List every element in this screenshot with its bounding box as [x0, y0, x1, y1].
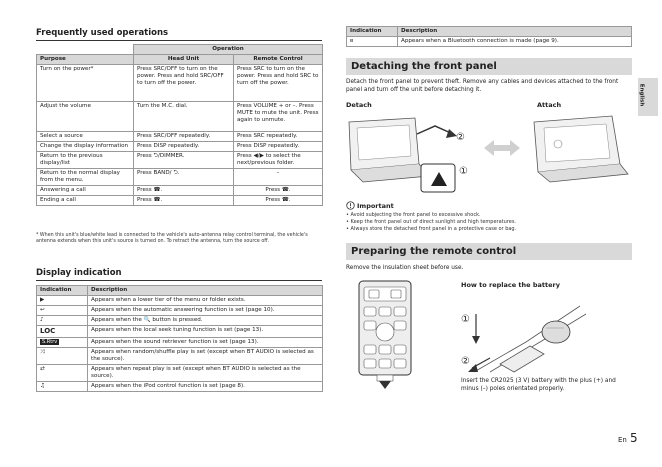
- remote-text: Remove the insulation sheet before use.: [346, 265, 464, 271]
- important-item: • Always store the detached front panel in a protective case or bag.: [346, 225, 517, 232]
- important-list: [346, 212, 631, 232]
- cell-desc: Appears when the automatic answering function is set (page 10).: [88, 305, 323, 315]
- cell-purpose: Adjust the volume: [37, 101, 134, 131]
- cell-head: Press BAND/ ⮌.: [134, 168, 234, 185]
- step-1-marker: ①: [459, 166, 468, 177]
- table-row: [37, 305, 323, 315]
- battery-step-1-marker: ①: [461, 314, 470, 325]
- cell-head: Press ☎.: [134, 195, 234, 205]
- battery-replacement-illustration: [460, 294, 594, 376]
- cell-remote: Press SRC to turn on the power. Press and hold SRC to turn off the power.: [234, 64, 323, 101]
- cell-desc: Appears when a lower tier of the menu or folder exists.: [88, 295, 323, 305]
- cell-desc: Appears when the local seek tuning function is set (page 13).: [88, 325, 323, 337]
- important-item: • Avoid subjecting the front panel to excessive shock.: [346, 212, 481, 218]
- page-number: 5: [630, 431, 638, 445]
- bluetooth-icon: ʙ: [347, 36, 398, 46]
- table-row: [37, 347, 323, 364]
- display-indication-table: [36, 285, 323, 392]
- indication-icon: ♪: [37, 315, 88, 325]
- step-2-marker: ②: [456, 132, 465, 143]
- table-row: [347, 36, 632, 46]
- attach-label: Attach: [537, 101, 562, 109]
- table-row: [37, 364, 323, 381]
- table-row: [37, 185, 323, 195]
- indication-icon: ⤨: [37, 347, 88, 364]
- language-tab: [638, 78, 658, 116]
- cell-desc: Appears when random/shuffle play is set (except when BT AUDIO is selected as the source).: [88, 347, 323, 364]
- operations-table: [36, 44, 323, 206]
- col-head-unit: Head Unit: [134, 54, 234, 64]
- footnote: * When this unit's blue/white lead is connected to the vehicle's auto-antenna relay control terminal, the vehicle's antenna extends when this unit's source is turned on. To retract the antenna, turn the source off.: [36, 233, 308, 245]
- table-row: [37, 151, 323, 168]
- cell-desc: Appears when the sound retriever function is set (page 13).: [88, 337, 323, 347]
- battery-text: Insert the CR2025 (3 V) battery with the plus (+) and minus (–) poles orientated properly.: [461, 378, 616, 393]
- cell-head: Press ⮌/DIMMER.: [134, 151, 234, 168]
- table-row: [37, 195, 323, 205]
- detach-label: Detach: [346, 101, 372, 109]
- cell-remote: Press DISP repeatedly.: [234, 141, 323, 151]
- table-row: [37, 141, 323, 151]
- detach-illustration: [345, 112, 477, 194]
- cell-desc: Appears when repeat play is set (except when BT AUDIO is selected as the source).: [88, 364, 323, 381]
- table-row: [37, 101, 323, 131]
- operation-group-header: Operation: [134, 45, 323, 55]
- cell-purpose: Return to the previous display/list: [37, 151, 134, 168]
- cell-remote: Press VOLUME + or –. Press MUTE to mute the unit. Press again to unmute.: [234, 101, 323, 131]
- bt-indication-table: [346, 26, 632, 47]
- footer-lang: En: [618, 436, 627, 444]
- cell-desc: Appears when the 🔍 button is pressed.: [88, 315, 323, 325]
- cell-head: Press SRC/OFF repeatedly.: [134, 131, 234, 141]
- cell-purpose: Change the display information: [37, 141, 134, 151]
- important-icon: [346, 201, 355, 210]
- cell-remote: Press ◀/▶ to select the next/previous folder.: [234, 151, 323, 168]
- indication-icon: ↩: [37, 305, 88, 315]
- cell-head: Turn the M.C. dial.: [134, 101, 234, 131]
- indication-icon: [37, 337, 88, 347]
- indication-icon: ♫: [37, 381, 88, 391]
- cell-head: Press ☎.: [134, 185, 234, 195]
- battery-step-2-marker: ②: [461, 356, 470, 367]
- table-row: [37, 337, 323, 347]
- cell-remote: Press SRC repeatedly.: [234, 131, 323, 141]
- cell-purpose: Answering a call: [37, 185, 134, 195]
- table-row: [37, 315, 323, 325]
- freq-title: Frequently used operations: [36, 28, 322, 41]
- important-item: • Keep the front panel out of direct sunlight and high temperatures.: [346, 218, 517, 225]
- cell-purpose: Turn on the power*: [37, 64, 134, 101]
- swap-arrow-icon: [484, 138, 520, 158]
- detach-section-title: Detaching the front panel: [346, 58, 632, 75]
- cell-head: Press DISP repeatedly.: [134, 141, 234, 151]
- cell-purpose: Return to the normal display from the menu.: [37, 168, 134, 185]
- important-title: Important: [357, 202, 394, 210]
- cell-head: Press SRC/OFF to turn on the power. Press and hold SRC/OFF to turn off the power.: [134, 64, 234, 101]
- cell-purpose: Select a source: [37, 131, 134, 141]
- col-description: Description: [88, 286, 323, 296]
- indication-icon: ▶: [37, 295, 88, 305]
- col-remote: Remote Control: [234, 54, 323, 64]
- table-row: [37, 64, 323, 101]
- table-row: [37, 131, 323, 141]
- col-indication: Indication: [37, 286, 88, 296]
- col-indication: Indication: [347, 27, 398, 37]
- cell-desc: Appears when the iPod control function is set (page 8).: [88, 381, 323, 391]
- detach-text: Detach the front panel to prevent theft. Remove any cables and devices attached to the front panel and turn off the unit before detaching it.: [346, 79, 619, 94]
- table-row: [37, 325, 323, 337]
- display-indication-title: Display indication: [36, 268, 322, 281]
- battery-title: How to replace the battery: [461, 281, 560, 289]
- remote-section-title: Preparing the remote control: [346, 243, 632, 260]
- cell-remote: Press ☎.: [234, 195, 323, 205]
- srtrv-badge: S.Rtrv: [42, 338, 58, 345]
- remote-control-illustration: [355, 277, 417, 391]
- cell-purpose: Ending a call: [37, 195, 134, 205]
- table-row: [37, 381, 323, 391]
- cell-remote: –: [234, 168, 323, 185]
- indication-icon: LOC: [37, 325, 88, 337]
- table-row: [37, 295, 323, 305]
- col-purpose: Purpose: [37, 54, 134, 64]
- cell-remote: Press ☎.: [234, 185, 323, 195]
- indication-icon: ⇄: [37, 364, 88, 381]
- col-description: Description: [398, 27, 632, 37]
- cell-desc: Appears when a Bluetooth connection is made (page 9).: [398, 36, 632, 46]
- language-tab-label: English: [638, 83, 645, 107]
- attach-illustration: [528, 108, 634, 192]
- table-row: [37, 168, 323, 185]
